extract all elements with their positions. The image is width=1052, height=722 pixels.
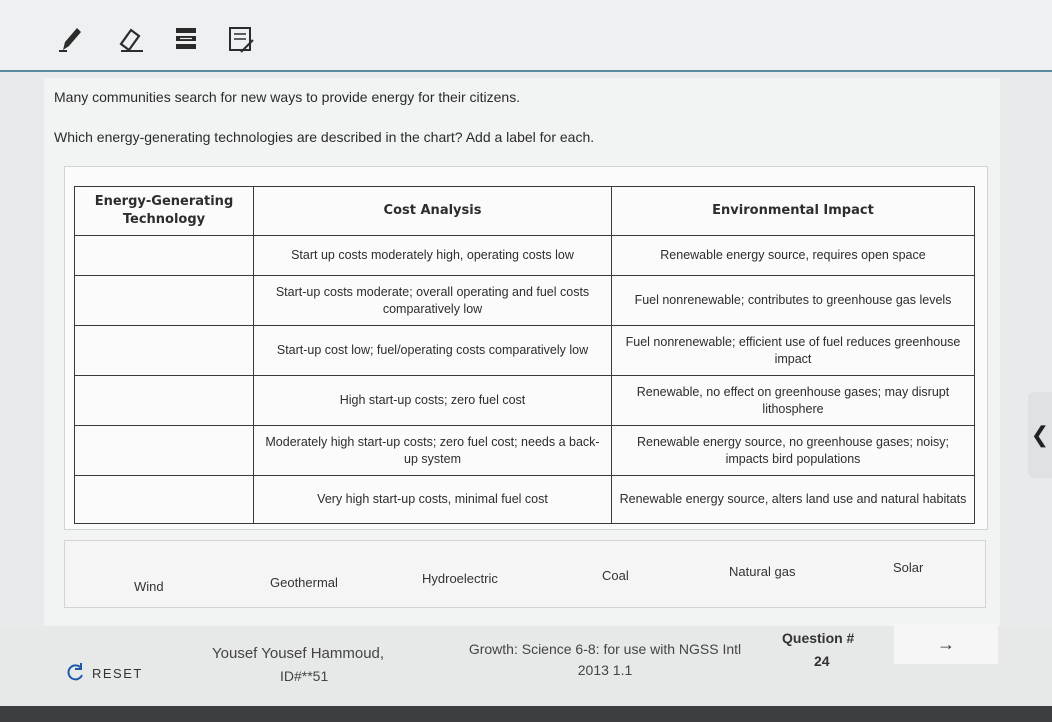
pencil-icon[interactable] <box>52 22 88 56</box>
answer-chip-geothermal[interactable]: Geothermal <box>270 575 338 590</box>
cost-cell: High start-up costs; zero fuel cost <box>254 376 612 426</box>
table-row <box>75 426 975 476</box>
cost-cell: Start up costs moderately high, operating costs low <box>254 236 612 276</box>
label-drop-zone-6[interactable] <box>75 476 254 524</box>
program-info <box>450 639 760 681</box>
label-drop-zone-3[interactable] <box>75 326 254 376</box>
side-panel-toggle[interactable]: ❮ <box>1028 392 1052 478</box>
label-drop-zone-2[interactable] <box>75 276 254 326</box>
notepad-icon[interactable] <box>222 22 258 56</box>
toolbar <box>0 0 1052 72</box>
cost-cell: Moderately high start-up costs; zero fuel cost; needs a back-up system <box>254 426 612 476</box>
student-name: Yousef Yousef Hammoud, <box>212 645 385 662</box>
table-row <box>75 326 975 376</box>
next-button[interactable] <box>894 624 998 664</box>
answer-chip-solar[interactable]: Solar <box>893 560 924 575</box>
question-number-label: Question # <box>782 630 855 646</box>
program-line-2: 2013 1.1 <box>577 662 633 678</box>
reset-icon <box>66 662 86 685</box>
table-header-row <box>75 187 975 236</box>
answer-bank <box>64 540 986 608</box>
label-drop-zone-5[interactable] <box>75 426 254 476</box>
table-row <box>75 236 975 276</box>
table-row <box>75 276 975 326</box>
screen-bezel <box>0 706 1052 722</box>
table-row <box>75 476 975 524</box>
impact-cell: Renewable energy source, alters land use and natural habitats <box>612 476 975 524</box>
cost-cell: Start-up costs moderate; overall operating and fuel costs comparatively low <box>254 276 612 326</box>
label-drop-zone-1[interactable] <box>75 236 254 276</box>
answer-chip-wind[interactable]: Wind <box>134 579 164 594</box>
table-row <box>75 376 975 426</box>
answer-chip-natural-gas[interactable]: Natural gas <box>729 564 796 579</box>
header-environmental-impact: Environmental Impact <box>612 187 975 236</box>
answer-chip-coal[interactable]: Coal <box>602 568 629 583</box>
impact-cell: Fuel nonrenewable; efficient use of fuel reduces greenhouse impact <box>612 326 975 376</box>
impact-cell: Renewable energy source, no greenhouse gases; noisy; impacts bird populations <box>612 426 975 476</box>
highlighter-icon[interactable] <box>168 22 204 56</box>
header-cost-analysis: Cost Analysis <box>254 187 612 236</box>
reset-button[interactable] <box>66 662 143 685</box>
impact-cell: Fuel nonrenewable; contributes to greenhouse gas levels <box>612 276 975 326</box>
label-drop-zone-4[interactable] <box>75 376 254 426</box>
question-number: 24 <box>814 653 830 669</box>
answer-chip-hydroelectric[interactable]: Hydroelectric <box>422 571 498 586</box>
eraser-icon[interactable] <box>112 22 148 56</box>
program-line-1: Growth: Science 6-8: for use with NGSS Intl <box>468 641 742 657</box>
question-text: Which energy-generating technologies are described in the chart? Add a label for each. <box>54 129 595 145</box>
header-technology: Energy-Generating Technology <box>75 187 254 236</box>
impact-cell: Renewable energy source, requires open space <box>612 236 975 276</box>
impact-cell: Renewable, no effect on greenhouse gases; may disrupt lithosphere <box>612 376 975 426</box>
student-id: ID#**51 <box>280 668 329 684</box>
reset-label: RESET <box>92 666 143 681</box>
arrow-right-icon: → <box>937 633 955 654</box>
energy-chart-table <box>74 186 975 524</box>
prompt-text: Many communities search for new ways to provide energy for their citizens. <box>54 89 521 105</box>
cost-cell: Very high start-up costs, minimal fuel cost <box>254 476 612 524</box>
cost-cell: Start-up cost low; fuel/operating costs comparatively low <box>254 326 612 376</box>
